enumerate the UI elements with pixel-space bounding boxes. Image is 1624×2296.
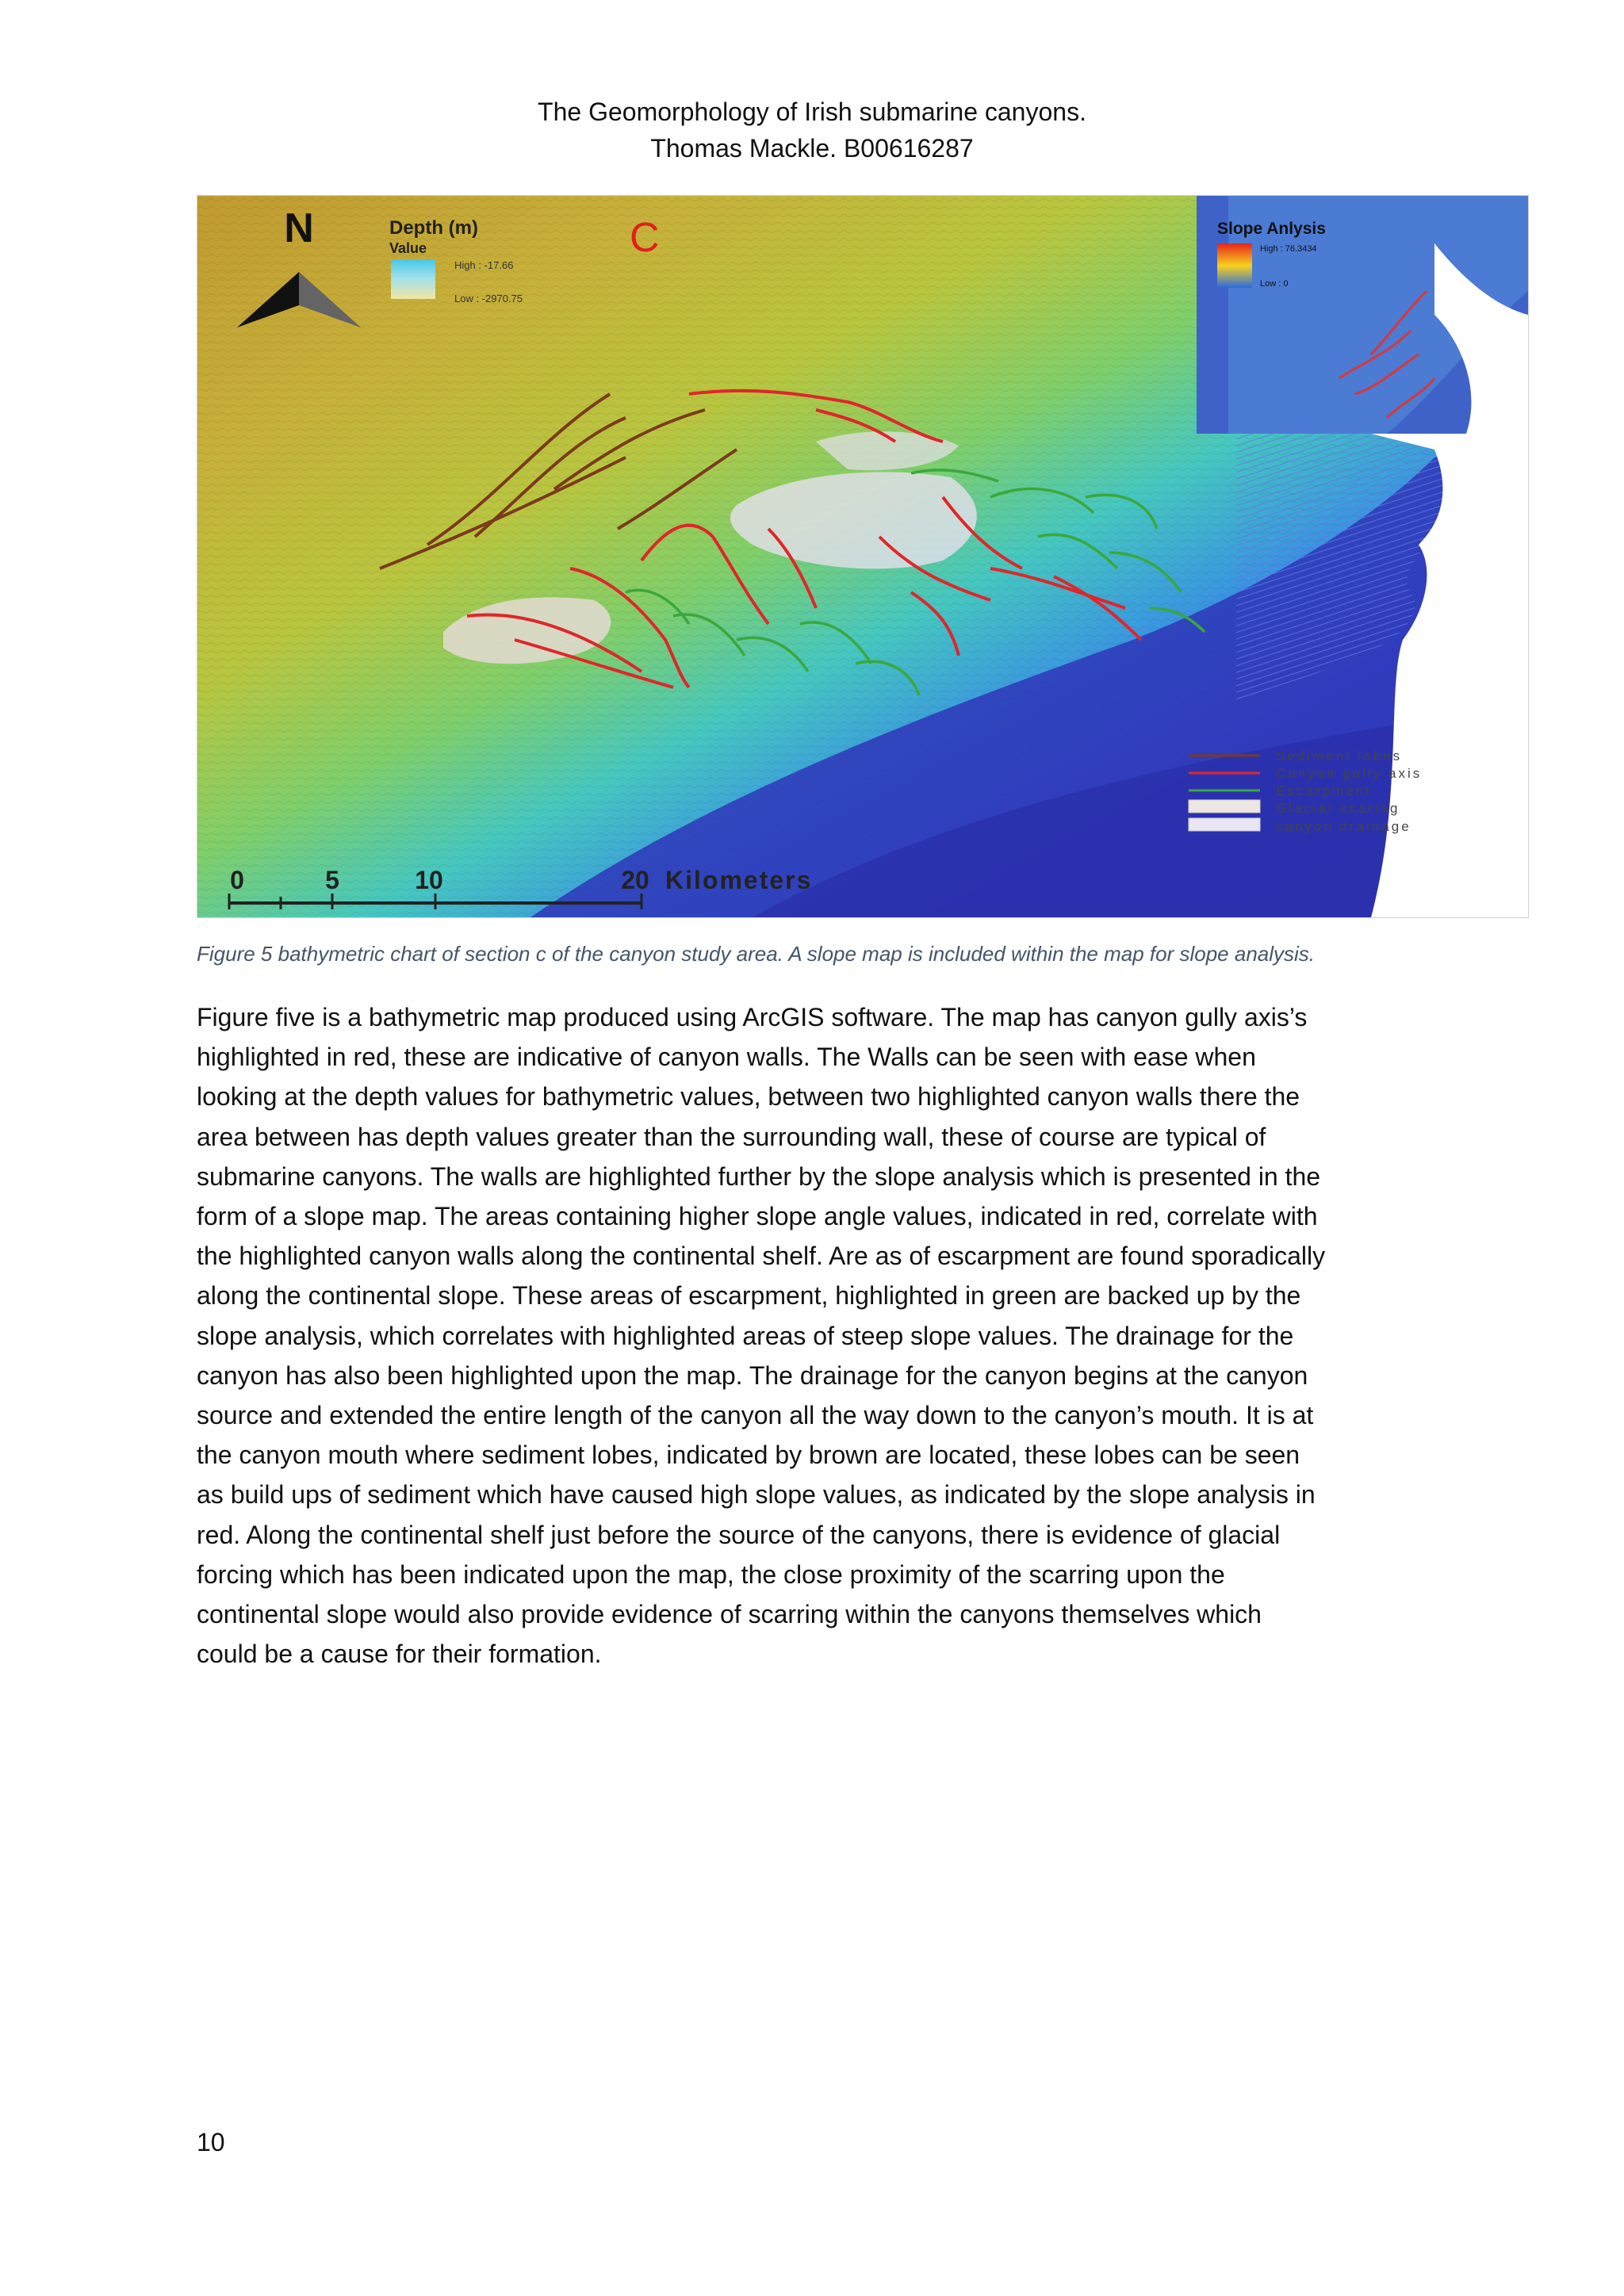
legend-label-glacial-scaring: Glacial scaring xyxy=(1276,801,1400,816)
depth-legend-low: Low : -2970.75 xyxy=(454,293,523,304)
scale-tick-5: 5 xyxy=(325,866,339,894)
legend-label-canyon-drainage: canyon drainage xyxy=(1276,819,1411,834)
slope-legend-low: Low : 0 xyxy=(1260,279,1289,289)
legend-label-canyon-gully-axis: Canyon gully axis xyxy=(1276,766,1423,781)
body-line: source and extended the entire length of the canyon all the way down to the canyon’s mouth. It is at xyxy=(197,1401,1314,1430)
body-line: Figure five is a bathymetric map produced using ArcGIS software. The map has canyon gully axis’s xyxy=(197,1003,1308,1031)
body-line: form of a slope map. The areas containing higher slope angle values, indicated in red, correlate with xyxy=(197,1202,1318,1231)
body-line: red. Along the continental shelf just before the source of the canyons, there is evidence of glacial xyxy=(197,1520,1281,1549)
body-line: canyon has also been highlighted upon the map. The drainage for the canyon begins at the canyon xyxy=(197,1360,1308,1390)
header-author: Thomas Mackle. B00616287 xyxy=(650,134,974,163)
scale-tick-0: 0 xyxy=(230,866,244,894)
header-title: The Geomorphology of Irish submarine canyons. xyxy=(538,98,1086,126)
depth-color-ramp xyxy=(391,259,435,299)
body-line: along the continental slope. These areas of escarpment, highlighted in green are backed up by the xyxy=(197,1281,1301,1311)
depth-legend-title: Depth (m) xyxy=(389,217,478,239)
north-label: N xyxy=(284,205,314,251)
body-line: could be a cause for their formation. xyxy=(197,1640,602,1669)
body-line: area between has depth values greater than the surrounding wall, these of course are typical of xyxy=(197,1122,1266,1151)
legend-label-sediment-lobes: Sediment lobes xyxy=(1276,748,1403,763)
slope-legend-title: Slope Anlysis xyxy=(1217,220,1326,238)
depth-legend-high: High : -17.66 xyxy=(454,259,514,271)
body-line: submarine canyons. The walls are highlighted further by the slope analysis which is presented in the xyxy=(197,1161,1321,1191)
body-paragraph xyxy=(197,997,1434,1674)
legend-swatch-canyon-drainage xyxy=(1189,818,1260,831)
legend-label-escarpment: Escarpment xyxy=(1276,783,1372,798)
slope-legend-high: High : 76.3434 xyxy=(1260,244,1317,254)
body-line: looking at the depth values for bathymetric values, between two highlighted canyon walls there the xyxy=(197,1082,1300,1112)
page-header xyxy=(0,94,1624,166)
slope-color-ramp xyxy=(1217,243,1252,288)
body-line: continental slope would also provide evidence of scarring within the canyons themselves which xyxy=(197,1600,1262,1629)
scale-tick-20: 20 xyxy=(621,866,649,894)
page-number: 10 xyxy=(197,2128,225,2156)
legend-swatch-glacial-scaring xyxy=(1189,800,1260,813)
bathymetric-map xyxy=(197,196,1528,917)
body-line: the highlighted canyon walls along the continental shelf. Are as of escarpment are found sporadically xyxy=(197,1242,1326,1271)
scale-tick-10: 10 xyxy=(415,866,443,894)
scale-unit: Kilometers xyxy=(665,866,813,894)
body-line: as build ups of sediment which have caused high slope values, as indicated by the slope analysis in xyxy=(197,1480,1316,1510)
body-line: the canyon mouth where sediment lobes, indicated by brown are located, these lobes can be seen xyxy=(197,1441,1300,1470)
bathymetric-map-figure xyxy=(197,195,1529,918)
body-line: slope analysis, which correlates with highlighted areas of steep slope values. The drainage for the xyxy=(197,1321,1294,1350)
section-letter: C xyxy=(630,215,660,261)
figure-caption: Figure 5 bathymetric chart of section c of the canyon study area. A slope map is included within the map for slope analysis. xyxy=(197,942,1316,966)
body-line: forcing which has been indicated upon the map, the close proximity of the scarring upon the xyxy=(197,1559,1225,1589)
body-line: highlighted in red, these are indicative of canyon walls. The Walls can be seen with ease when xyxy=(197,1043,1256,1072)
depth-legend-subtitle: Value xyxy=(389,240,427,256)
